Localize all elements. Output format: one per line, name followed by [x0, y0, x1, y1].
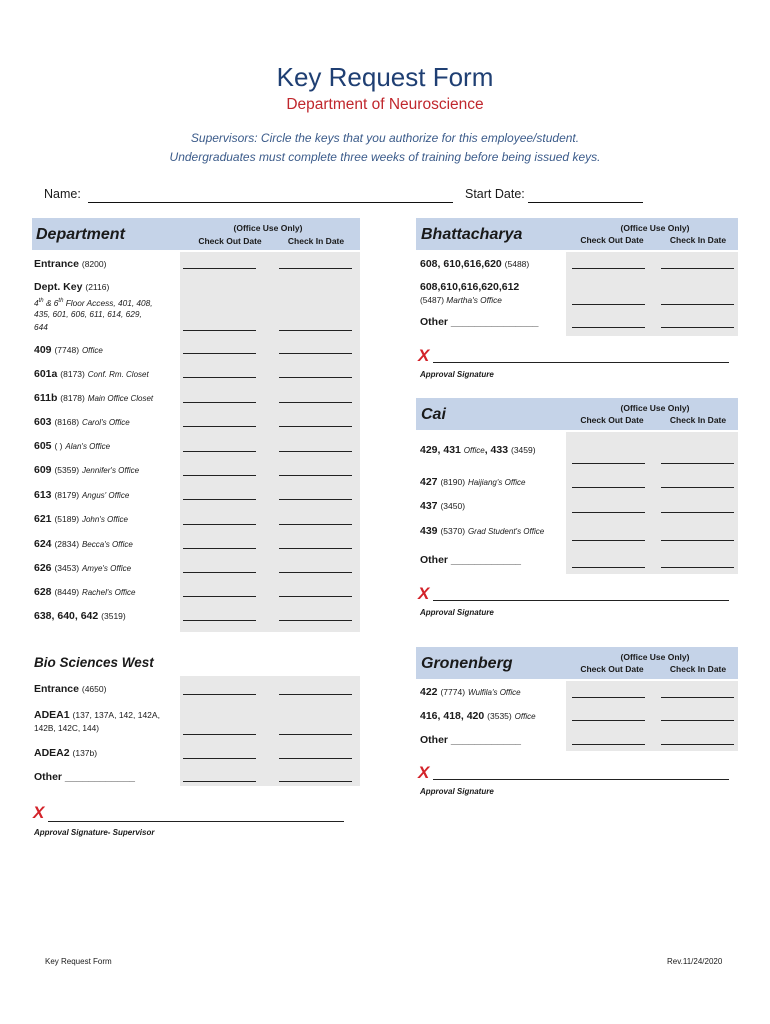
- bhatt-other[interactable]: Other _______________: [420, 316, 539, 328]
- key-adea2: ADEA2 (137b): [34, 747, 98, 759]
- department-check-in-line[interactable]: [279, 548, 352, 549]
- gronenberg-check-out-line[interactable]: [572, 744, 645, 745]
- dept-key-rooms-1: 435, 601, 606, 611, 614, 629,: [34, 309, 142, 319]
- department-check-in-line[interactable]: [279, 426, 352, 427]
- department-check-in-line[interactable]: [279, 353, 352, 354]
- bhatt-martha-office: (5487) Martha's Office: [420, 295, 502, 305]
- cai-check-in-line[interactable]: [661, 540, 734, 541]
- department-check-out-line[interactable]: [183, 475, 256, 476]
- cai-check-in-line[interactable]: [661, 512, 734, 513]
- x-mark-gronenberg: X: [418, 763, 430, 782]
- bio-other[interactable]: Other ____________: [34, 771, 135, 783]
- key-adea1: ADEA1 (137, 137A, 142, 142A,: [34, 709, 160, 721]
- cai-check-out-line[interactable]: [572, 512, 645, 513]
- office-use-shade-gronenberg: [566, 681, 738, 751]
- bio-title: Bio Sciences West: [34, 655, 154, 670]
- department-check-out-line[interactable]: [183, 620, 256, 621]
- department-check-in-line[interactable]: [279, 572, 352, 573]
- page-subtitle: Department of Neuroscience: [286, 96, 484, 113]
- key-409: 409 (7748) Office: [34, 344, 103, 356]
- x-mark-cai: X: [418, 584, 430, 603]
- key-638-640-642: 638, 640, 642 (3519): [34, 610, 126, 622]
- supervisor-note: Supervisors: Circle the keys that you authorize for this employee/student.: [190, 131, 580, 145]
- gronenberg-title: Gronenberg: [421, 655, 513, 672]
- cai-check-in-line[interactable]: [661, 567, 734, 568]
- department-check-out-line[interactable]: [183, 426, 256, 427]
- office-use-shade-bhattacharya: [566, 252, 738, 336]
- office-use-label: (Office Use Only): [620, 652, 690, 662]
- key-613: 613 (8179) Angus' Office: [34, 489, 130, 501]
- key-605: 605 ( ) Alan's Office: [34, 440, 111, 452]
- cai-check-out-line[interactable]: [572, 540, 645, 541]
- department-check-out-line[interactable]: [183, 524, 256, 525]
- training-note: Undergraduates must complete three weeks of training before being issued keys.: [169, 150, 601, 164]
- department-check-in-line[interactable]: [279, 524, 352, 525]
- key-624: 624 (2834) Becca's Office: [34, 538, 133, 550]
- check-out-header: Check Out Date: [198, 236, 262, 246]
- dept-key-rooms-2: 644: [34, 322, 48, 332]
- key-bio-entrance: Entrance (4650): [34, 683, 107, 695]
- office-use-shade-bio: [180, 676, 360, 786]
- check-in-header: Check In Date: [287, 236, 345, 246]
- footer-form-name: Key Request Form: [45, 957, 112, 966]
- cai-check-in-line[interactable]: [661, 487, 734, 488]
- department-check-out-line[interactable]: [183, 596, 256, 597]
- check-in-header: Check In Date: [669, 415, 727, 425]
- gronenberg-check-in-line[interactable]: [661, 744, 734, 745]
- supervisor-signature-line[interactable]: [48, 821, 344, 822]
- department-check-out-line[interactable]: [183, 330, 256, 331]
- department-check-out-line[interactable]: [183, 451, 256, 452]
- department-check-out-line[interactable]: [183, 353, 256, 354]
- cai-check-out-line[interactable]: [572, 567, 645, 568]
- bio-check-out-line[interactable]: [183, 758, 256, 759]
- bio-check-in-line[interactable]: [279, 781, 352, 782]
- bhattacharya-check-out-line[interactable]: [572, 327, 645, 328]
- name-field[interactable]: [88, 202, 453, 203]
- dept-key-floor-access: 4th & 6th Floor Access, 401, 408,: [34, 297, 153, 308]
- office-use-label: (Office Use Only): [620, 223, 690, 233]
- key-entrance: Entrance (8200): [34, 258, 107, 270]
- x-mark-bhattacharya: X: [418, 346, 430, 365]
- bhattacharya-check-in-line[interactable]: [661, 327, 734, 328]
- key-609: 609 (5359) Jennifer's Office: [34, 464, 140, 476]
- check-in-header: Check In Date: [669, 235, 727, 245]
- cai-check-out-line[interactable]: [572, 463, 645, 464]
- gronenberg-signature-label: Approval Signature: [420, 787, 494, 796]
- bio-check-in-line[interactable]: [279, 758, 352, 759]
- cai-signature-label: Approval Signature: [420, 608, 494, 617]
- gronenberg-check-in-line[interactable]: [661, 720, 734, 721]
- department-check-in-line[interactable]: [279, 402, 352, 403]
- bio-check-out-line[interactable]: [183, 694, 256, 695]
- cai-other[interactable]: Other ____________: [420, 554, 521, 566]
- key-cai-439: 439 (5370) Grad Student's Office: [420, 525, 545, 537]
- office-use-label: (Office Use Only): [620, 403, 690, 413]
- department-title: Department: [36, 226, 125, 243]
- department-check-in-line[interactable]: [279, 596, 352, 597]
- bhattacharya-check-in-line[interactable]: [661, 268, 734, 269]
- bio-check-out-line[interactable]: [183, 781, 256, 782]
- cai-check-in-line[interactable]: [661, 463, 734, 464]
- check-out-header: Check Out Date: [580, 664, 644, 674]
- department-check-in-line[interactable]: [279, 499, 352, 500]
- bhattacharya-title: Bhattacharya: [421, 226, 523, 243]
- start-date-label: Start Date:: [465, 187, 525, 201]
- department-check-in-line[interactable]: [279, 268, 352, 269]
- department-check-in-line[interactable]: [279, 620, 352, 621]
- gronenberg-signature-line[interactable]: [433, 779, 729, 780]
- key-dept: Dept. Key (2116): [34, 281, 110, 293]
- department-check-out-line[interactable]: [183, 377, 256, 378]
- name-label: Name:: [44, 187, 81, 201]
- adea1-rooms: 142B, 142C, 144): [34, 723, 100, 733]
- gron-other[interactable]: Other ____________: [420, 734, 521, 746]
- key-bhatt-608: 608, 610,616,620 (5488): [420, 258, 530, 270]
- cai-title: Cai: [421, 406, 446, 423]
- bhattacharya-check-in-line[interactable]: [661, 304, 734, 305]
- start-date-field[interactable]: [528, 202, 643, 203]
- key-603: 603 (8168) Carol's Office: [34, 416, 130, 428]
- key-611b: 611b (8178) Main Office Closet: [34, 392, 154, 404]
- bhattacharya-signature-label: Approval Signature: [420, 370, 494, 379]
- department-check-out-line[interactable]: [183, 402, 256, 403]
- department-check-out-line[interactable]: [183, 499, 256, 500]
- key-626: 626 (3453) Amye's Office: [34, 562, 132, 574]
- bio-check-in-line[interactable]: [279, 734, 352, 735]
- footer-revision: Rev.11/24/2020: [667, 957, 723, 966]
- office-use-shade-cai: [566, 432, 738, 574]
- key-cai-427: 427 (8190) Haijiang's Office: [420, 476, 526, 488]
- department-check-in-line[interactable]: [279, 377, 352, 378]
- check-out-header: Check Out Date: [580, 415, 644, 425]
- department-check-out-line[interactable]: [183, 268, 256, 269]
- key-628: 628 (8449) Rachel's Office: [34, 586, 136, 598]
- check-in-header: Check In Date: [669, 664, 727, 674]
- gronenberg-check-in-line[interactable]: [661, 697, 734, 698]
- key-gron-422: 422 (7774) Wulfila's Office: [420, 686, 521, 698]
- office-use-label: (Office Use Only): [233, 223, 303, 233]
- cai-signature-line[interactable]: [433, 600, 729, 601]
- key-621: 621 (5189) John's Office: [34, 513, 128, 525]
- office-use-shade-department: [180, 252, 360, 632]
- bhattacharya-check-out-line[interactable]: [572, 304, 645, 305]
- department-check-out-line[interactable]: [183, 548, 256, 549]
- key-bhatt-612: 608,610,616,620,612: [420, 281, 520, 293]
- x-mark-supervisor: X: [33, 803, 45, 822]
- gronenberg-check-out-line[interactable]: [572, 697, 645, 698]
- check-out-header: Check Out Date: [580, 235, 644, 245]
- supervisor-signature-label: Approval Signature- Supervisor: [34, 828, 155, 837]
- page-title: Key Request Form: [276, 62, 494, 92]
- key-cai-437: 437 (3450): [420, 500, 466, 512]
- gronenberg-check-out-line[interactable]: [572, 720, 645, 721]
- department-check-in-line[interactable]: [279, 330, 352, 331]
- bio-check-in-line[interactable]: [279, 694, 352, 695]
- cai-check-out-line[interactable]: [572, 487, 645, 488]
- bhattacharya-signature-line[interactable]: [433, 362, 729, 363]
- department-check-in-line[interactable]: [279, 475, 352, 476]
- bio-check-out-line[interactable]: [183, 734, 256, 735]
- department-check-out-line[interactable]: [183, 572, 256, 573]
- key-601a: 601a (8173) Conf. Rm. Closet: [34, 368, 149, 380]
- key-cai-429-431-433: 429, 431 Office, 433 (3459): [420, 444, 536, 456]
- department-check-in-line[interactable]: [279, 451, 352, 452]
- bhattacharya-check-out-line[interactable]: [572, 268, 645, 269]
- key-gron-416-418-420: 416, 418, 420 (3535) Office: [420, 710, 536, 722]
